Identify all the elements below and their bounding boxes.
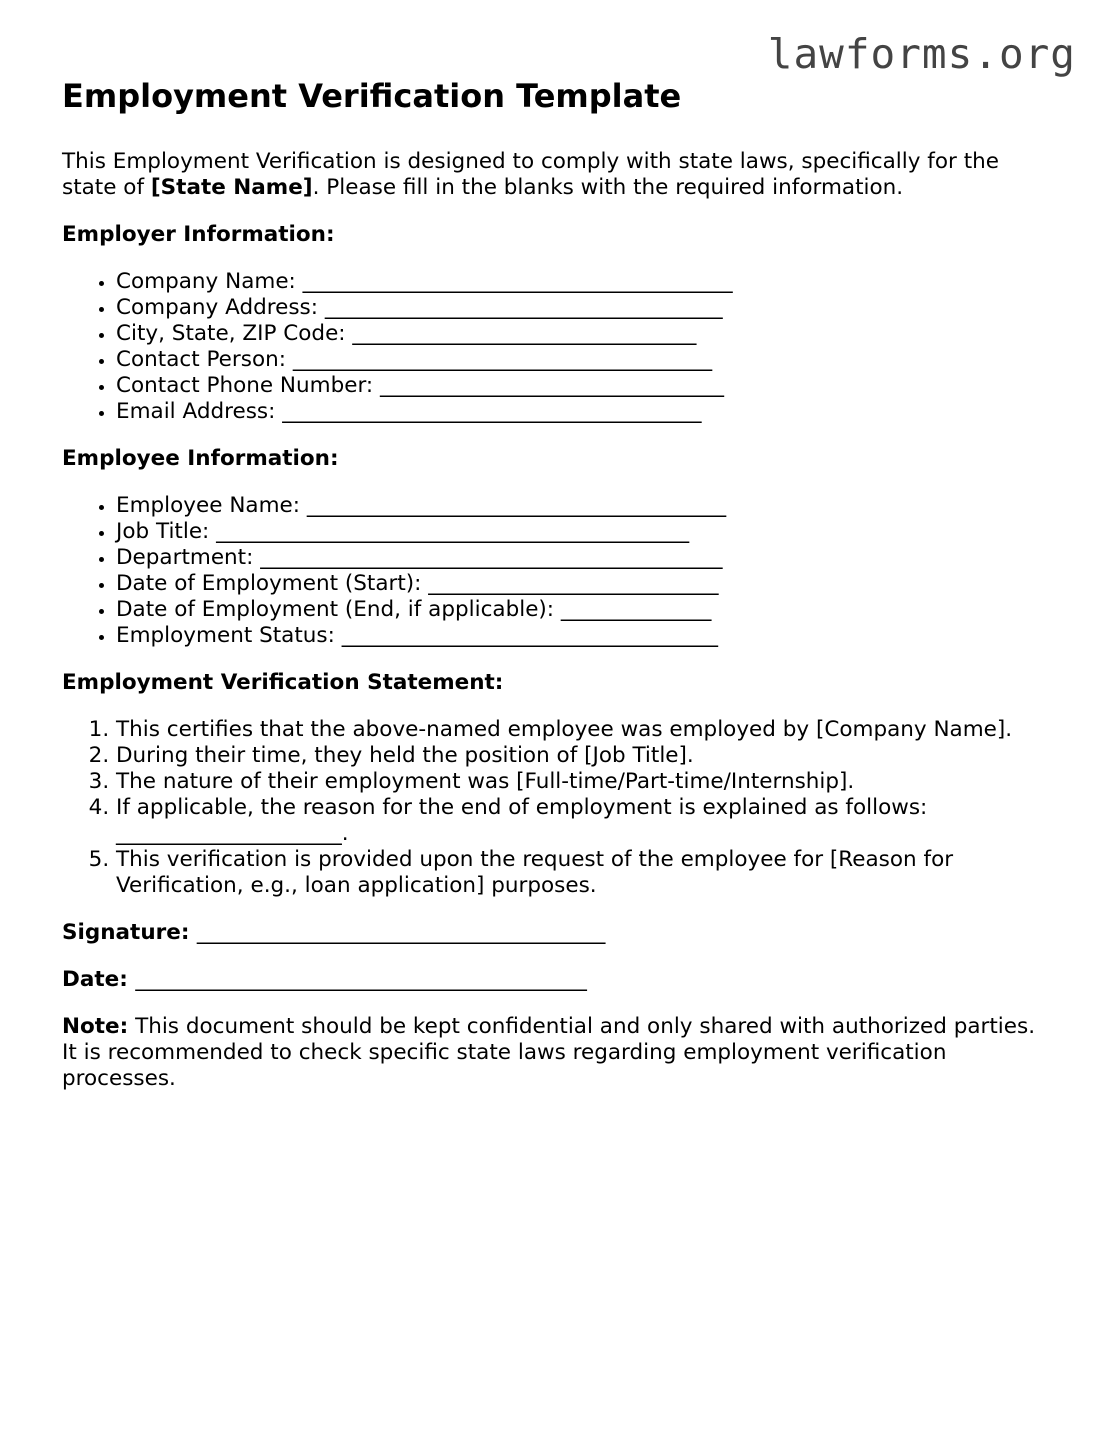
date-blank[interactable]: __________________________________________ [135,967,587,992]
statement-item: 5. This verification is provided upon the request of the employee for [Reason for Verification, e.g., loan application] purposes. [116,847,1052,899]
employee-fields-list [62,493,1052,649]
employment-status-blank[interactable]: ___________________________________ [341,623,718,648]
intro-text-after: . Please fill in the blanks with the required information. [312,175,904,200]
date-row [62,967,1052,993]
date-label: Date: [62,967,136,992]
job-title-blank[interactable]: ____________________________________________ [216,519,690,544]
statement-item: 2. During their time, they held the position of [Job Title]. [116,743,1052,769]
contact-phone-blank[interactable]: ________________________________ [379,373,724,398]
intro-text-before: This Employment Verification is designed to comply with state laws, specifically for the state of [62,149,999,200]
employee-name-blank[interactable]: _______________________________________ [306,493,727,518]
end-date-field: • Date of Employment (End, if applicable): ______________ [116,597,1052,623]
intro-paragraph [62,149,1052,201]
email-address-field: • Email Address: _______________________________________ [116,399,1052,425]
verification-statement-list [62,717,1052,899]
signature-row [62,920,1052,946]
signature-blank[interactable]: ______________________________________ [196,920,606,945]
statement-item: 1. This certifies that the above-named employee was employed by [Company Name]. [116,717,1052,743]
state-name-placeholder: [State Name] [150,175,313,200]
email-address-blank[interactable]: _______________________________________ [282,399,702,424]
employment-status-field: • Employment Status: ___________________________________ [116,623,1052,649]
department-blank[interactable]: ___________________________________________ [260,545,723,570]
employee-information-heading: Employee Information: [62,446,339,471]
job-title-field: • Job Title: ____________________________________________ [116,519,1052,545]
employer-information-heading: Employer Information: [62,222,335,247]
company-name-blank[interactable]: ________________________________________ [302,269,733,294]
note-text: This document should be kept confidential and only shared with authorized parties. It is recommended to check specific state laws regarding employment verification processes. [62,1014,1036,1091]
city-state-zip-blank[interactable]: ________________________________ [352,321,697,346]
company-name-field: • Company Name: ________________________________________ [116,269,1052,295]
statement-item: 3. The nature of their employment was [Full-time/Part-time/Internship]. [116,769,1052,795]
note-paragraph [62,1014,1052,1092]
lawforms-watermark: lawforms.org [767,30,1076,78]
start-date-field: • Date of Employment (Start): ___________________________ [116,571,1052,597]
signature-label: Signature: [62,920,197,945]
department-field: • Department: ___________________________________________ [116,545,1052,571]
contact-phone-field: • Contact Phone Number: ________________________________ [116,373,1052,399]
city-state-zip-field: • City, State, ZIP Code: ________________________________ [116,321,1052,347]
end-date-blank[interactable]: ______________ [560,597,712,622]
verification-statement-heading: Employment Verification Statement: [62,670,504,695]
note-label: Note: [62,1014,129,1039]
company-address-field: • Company Address: _____________________________________ [116,295,1052,321]
contact-person-blank[interactable]: _______________________________________ [292,347,713,372]
contact-person-field: • Contact Person: _______________________________________ [116,347,1052,373]
document-body [62,76,1052,1113]
employer-fields-list [62,269,1052,425]
company-address-blank[interactable]: _____________________________________ [324,295,723,320]
start-date-blank[interactable]: ___________________________ [428,571,719,596]
employee-name-field: • Employee Name: _______________________________________ [116,493,1052,519]
page-title: Employment Verification Template [62,77,682,115]
statement-item: 4. If applicable, the reason for the end of employment is explained as follows: _____________________. [116,795,1052,847]
